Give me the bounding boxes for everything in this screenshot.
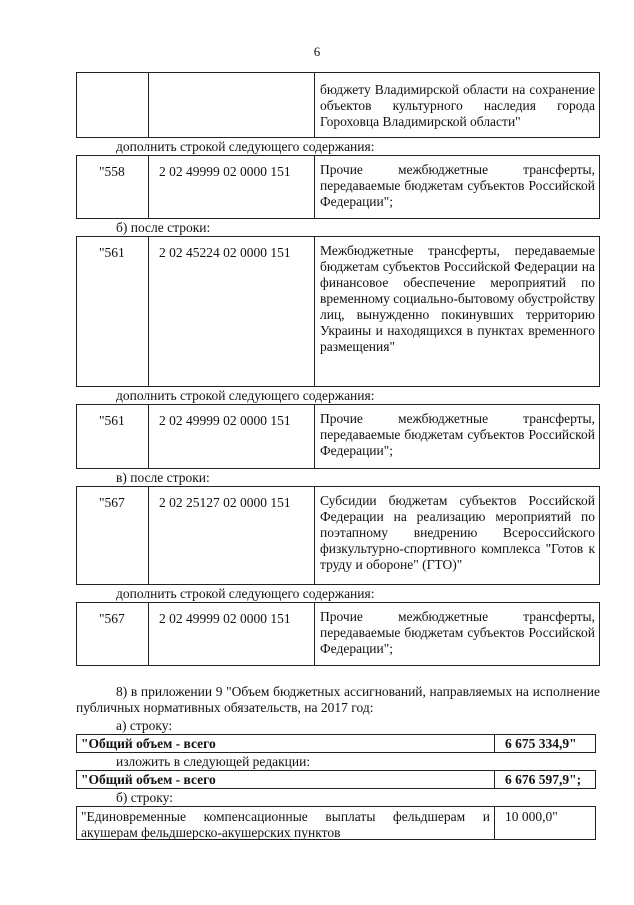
total-label: "Общий объем - всего — [77, 771, 495, 788]
instruction-text: изложить в следующей редакции: — [116, 754, 311, 769]
row-text: Субсидии бюджетам субъектов Российской Федерации на реализацию мероприятий по поэтапному внедрению Всероссийского физкультурно-спортивного комплекса "Готов к труду и обороне" (ГТО)" — [320, 493, 595, 572]
table-row — [76, 806, 596, 840]
row-code: "561 — [77, 237, 149, 386]
row-kbk: 2 02 45224 02 0000 151 — [149, 237, 315, 386]
instruction-text: б) после строки: — [116, 220, 211, 235]
total-row-old — [76, 734, 596, 753]
row-code: "567 — [77, 603, 149, 665]
table-row — [76, 155, 600, 219]
row-text: Межбюджетные трансферты, передаваемые бюджетам субъектов Российской Федерации на финансовое обеспечение мероприятий по временному социально-бытовому обустройству лиц, вынужденно покинувших территорию Украины и находящихся в пунктах временного размещения" — [320, 243, 595, 354]
total-value: 6 676 597,9"; — [505, 772, 582, 787]
table-row — [76, 602, 600, 666]
total-value: 6 675 334,9" — [505, 736, 577, 751]
table-row — [76, 486, 600, 585]
row-kbk: 2 02 49999 02 0000 151 — [149, 603, 315, 665]
row-kbk — [149, 73, 315, 137]
instruction-text: а) строку: — [116, 718, 173, 733]
instruction-text: в) после строки: — [116, 470, 210, 485]
row-value: 10 000,0" — [505, 809, 558, 824]
row-code — [77, 73, 149, 137]
row-kbk: 2 02 49999 02 0000 151 — [149, 405, 315, 468]
table-row — [76, 236, 600, 387]
paragraph-8: 8) в приложении 9 "Объем бюджетных ассигнований, направляемых на исполнение публичных нормативных обязательств, на 2017 год: — [76, 684, 600, 715]
instruction-text: дополнить строкой следующего содержания: — [116, 139, 375, 154]
instruction-text: дополнить строкой следующего содержания: — [116, 586, 375, 601]
page-number: 6 — [313, 44, 321, 59]
table-row — [76, 404, 600, 469]
total-label: "Общий объем - всего — [77, 735, 495, 752]
row-text: бюджету Владимирской области на сохранение объектов культурного наследия города Гороховца Владимирской области" — [320, 82, 595, 129]
row-label: "Единовременные компенсационные выплаты фельдшерам и акушерам фельдшерско-акушерских пунктов — [77, 807, 495, 839]
row-code: "567 — [77, 487, 149, 584]
row-text: Прочие межбюджетные трансферты, передаваемые бюджетам субъектов Российской Федерации"; — [320, 162, 595, 209]
table-row — [76, 72, 600, 138]
total-row-new — [76, 770, 596, 789]
instruction-text: б) строку: — [116, 790, 173, 805]
row-code: "561 — [77, 405, 149, 468]
row-text: Прочие межбюджетные трансферты, передаваемые бюджетам субъектов Российской Федерации"; — [320, 609, 595, 656]
row-kbk: 2 02 49999 02 0000 151 — [149, 156, 315, 218]
row-kbk: 2 02 25127 02 0000 151 — [149, 487, 315, 584]
row-code: "558 — [77, 156, 149, 218]
instruction-text: дополнить строкой следующего содержания: — [116, 388, 375, 403]
row-text: Прочие межбюджетные трансферты, передаваемые бюджетам субъектов Российской Федерации"; — [320, 411, 595, 458]
